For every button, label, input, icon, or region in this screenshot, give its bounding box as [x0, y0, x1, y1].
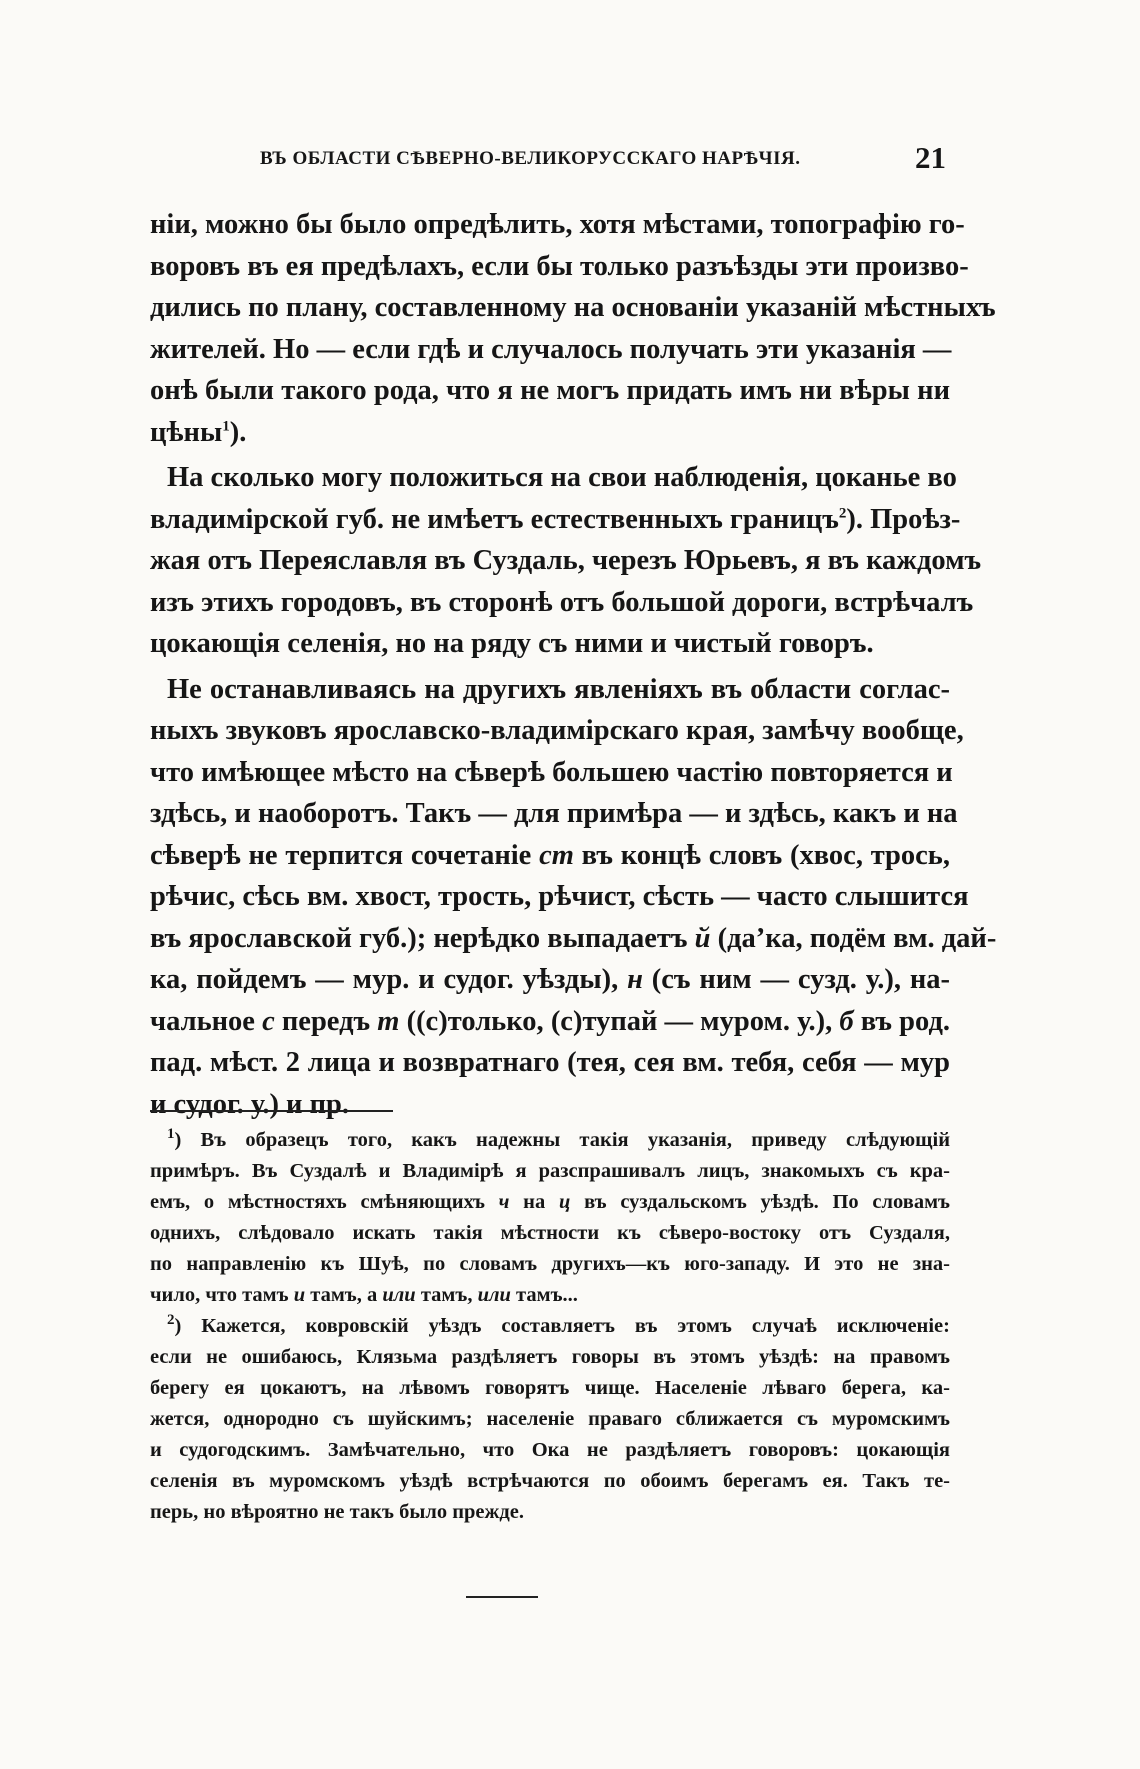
body-text-run: въ концѣ словъ (хвос, трось,	[573, 839, 950, 871]
body-line: здѣсь, и наоборотъ. Такъ — для примѣра — и здѣсь, какъ и на	[150, 798, 958, 829]
body-line	[150, 1001, 950, 1043]
body-line: Не останавливаясь на другихъ явленіяхъ въ области соглас-	[167, 673, 950, 705]
body-line: пад. мѣст. 2 лица и возвратнаго (тея, сея вм. тебя, себя — мур	[150, 1047, 950, 1078]
body-line	[150, 499, 961, 541]
body-line	[150, 959, 950, 1001]
footnote-text-run: тамъ, а	[305, 1284, 383, 1306]
body-line: жителей. Но — если гдѣ и случалось получать эти указанія —	[150, 333, 952, 365]
body-line: изъ этихъ городовъ, въ сторонѣ отъ большой дороги, встрѣчалъ	[150, 586, 974, 618]
footnote-ref[interactable]: 1	[222, 418, 230, 434]
body-text-run: владимірской губ. не имѣетъ естественныхъ границъ	[150, 503, 839, 535]
italic-term: н	[627, 964, 643, 995]
footnote-line	[150, 1280, 950, 1311]
body-line: дились по плану, составленному на основаніи указаній мѣстныхъ	[150, 292, 996, 323]
footnote-marker: 1	[167, 1126, 175, 1143]
body-line: что имѣющее мѣсто на сѣверѣ большею частію повторяется и	[150, 756, 953, 788]
body-text	[150, 204, 997, 1125]
body-line: воровъ въ ея предѣлахъ, если бы только разъѣзды эти произво-	[150, 250, 969, 282]
footnote-separator	[150, 1110, 393, 1112]
body-text-run: ка, пойдемъ — мур. и судог. уѣзды),	[150, 964, 628, 995]
italic-term: т	[377, 1005, 400, 1037]
footnote-ref[interactable]: 2	[838, 505, 847, 521]
body-line	[150, 918, 997, 960]
body-line: ніи, можно бы было опредѣлить, хотя мѣстами, топографію го-	[150, 209, 965, 240]
body-text-run: цѣны	[150, 416, 223, 448]
footnote-text-run: въ суздальскомъ уѣздѣ. По словамъ	[570, 1191, 950, 1213]
end-rule	[466, 1596, 538, 1598]
footnote-line: перь, но вѣроятно не такъ было прежде.	[150, 1501, 524, 1523]
italic-term: или	[477, 1284, 511, 1306]
body-text-run: (съ ним — сузд. у.), на-	[642, 964, 950, 995]
body-text-run: въ род.	[853, 1005, 950, 1037]
footnote-text-run: тамъ,	[415, 1284, 478, 1306]
footnote-text-run: ) Въ образецъ того, какъ надежны такія указанія, приведу слѣдующій	[174, 1129, 950, 1151]
footnote-text-run: тамъ...	[510, 1284, 578, 1306]
page-header	[150, 140, 950, 180]
footnote-line: и судогодскимъ. Замѣчательно, что Ока не раздѣляетъ говоровъ: цокающія	[150, 1439, 950, 1461]
footnote-line	[150, 1125, 950, 1156]
body-line	[150, 835, 950, 877]
body-line: жая отъ Переяславля въ Суздаль, черезъ Юрьевъ, я въ каждомъ	[150, 545, 982, 576]
body-line: ныхъ звуковъ ярославско-владимірскаго края, замѣчу вообще,	[150, 715, 964, 746]
body-text-run: ((с)только, (с)тупай — муром. у.),	[399, 1005, 840, 1037]
footnote-line	[150, 1187, 950, 1218]
footnote-text-run: емъ, о мѣстностяхъ смѣняющихъ	[150, 1191, 499, 1213]
footnotes	[150, 1125, 950, 1528]
body-text-run: передъ	[274, 1005, 378, 1037]
italic-term: и	[293, 1284, 306, 1306]
italic-term: й	[694, 922, 711, 954]
footnote-line: если не ошибаюсь, Клязьма раздѣляетъ говоры въ этомъ уѣздѣ: на правомъ	[150, 1346, 950, 1368]
footnote-line: однихъ, слѣдовало искать такія мѣстности къ сѣверо-востоку отъ Суздаля,	[150, 1222, 950, 1244]
body-text-run: (да’ка, подём вм. дай-	[710, 922, 997, 954]
footnote-line: берегу ея цокаютъ, на лѣвомъ говорятъ чище. Населеніе лѣваго берега, ка-	[150, 1377, 950, 1399]
body-line: рѣчис, сѣсь вм. хвост, трость, рѣчист, сѣсть — часто слышится	[150, 881, 969, 912]
body-line: На сколько могу положиться на свои наблюденія, цоканье во	[167, 462, 957, 493]
footnote-text-run: на	[509, 1191, 559, 1213]
italic-term: ст	[539, 839, 574, 871]
italic-term: ч	[498, 1191, 510, 1213]
footnote-line	[150, 1311, 950, 1342]
body-line	[150, 412, 950, 454]
body-line: онѣ были такого рода, что я не могъ придать имъ ни вѣры ни	[150, 375, 950, 406]
footnote-line: примѣръ. Въ Суздалѣ и Владимірѣ я разспрашивалъ лицъ, знакомыхъ съ кра-	[150, 1160, 950, 1182]
italic-term: или	[382, 1284, 416, 1306]
body-line: цокающія селенія, но на ряду съ ними и чистый говоръ.	[150, 628, 874, 659]
footnote-text-run: чило, что тамъ	[150, 1284, 294, 1306]
footnote-line: по направленію къ Шуѣ, по словамъ другихъ—къ юго-западу. И это не зна-	[150, 1253, 950, 1275]
body-text-run: сѣверѣ не терпится сочетаніе	[150, 839, 540, 871]
footnote-text-run: ) Кажется, ковровскій уѣздъ составляетъ въ этомъ случаѣ исключеніе:	[174, 1315, 950, 1337]
italic-term: б	[839, 1005, 854, 1037]
body-text-run: въ ярославской губ.); нерѣдко выпадаетъ	[150, 922, 695, 954]
footnote-marker: 2	[167, 1312, 175, 1329]
body-text-run: ).	[229, 416, 247, 448]
running-title: ВЪ ОБЛАСТИ СѢВЕРНО-ВЕЛИКОРУССКАГО НАРѢЧІЯ.	[260, 148, 801, 169]
italic-term: ц	[558, 1191, 571, 1213]
footnote-line: жется, однородно съ шуйскимъ; населеніе праваго сближается съ муромскимъ	[150, 1408, 950, 1430]
body-text-run: ). Проѣз-	[846, 503, 961, 535]
italic-term: с	[262, 1005, 275, 1037]
footnote-line: селенія въ муромскомъ уѣздѣ встрѣчаются по обоимъ берегамъ ея. Такъ те-	[150, 1470, 950, 1492]
body-text-run: чальное	[150, 1005, 263, 1037]
page-number: 21	[915, 140, 946, 175]
body-line: и судог. у.) и пр.	[150, 1088, 349, 1120]
